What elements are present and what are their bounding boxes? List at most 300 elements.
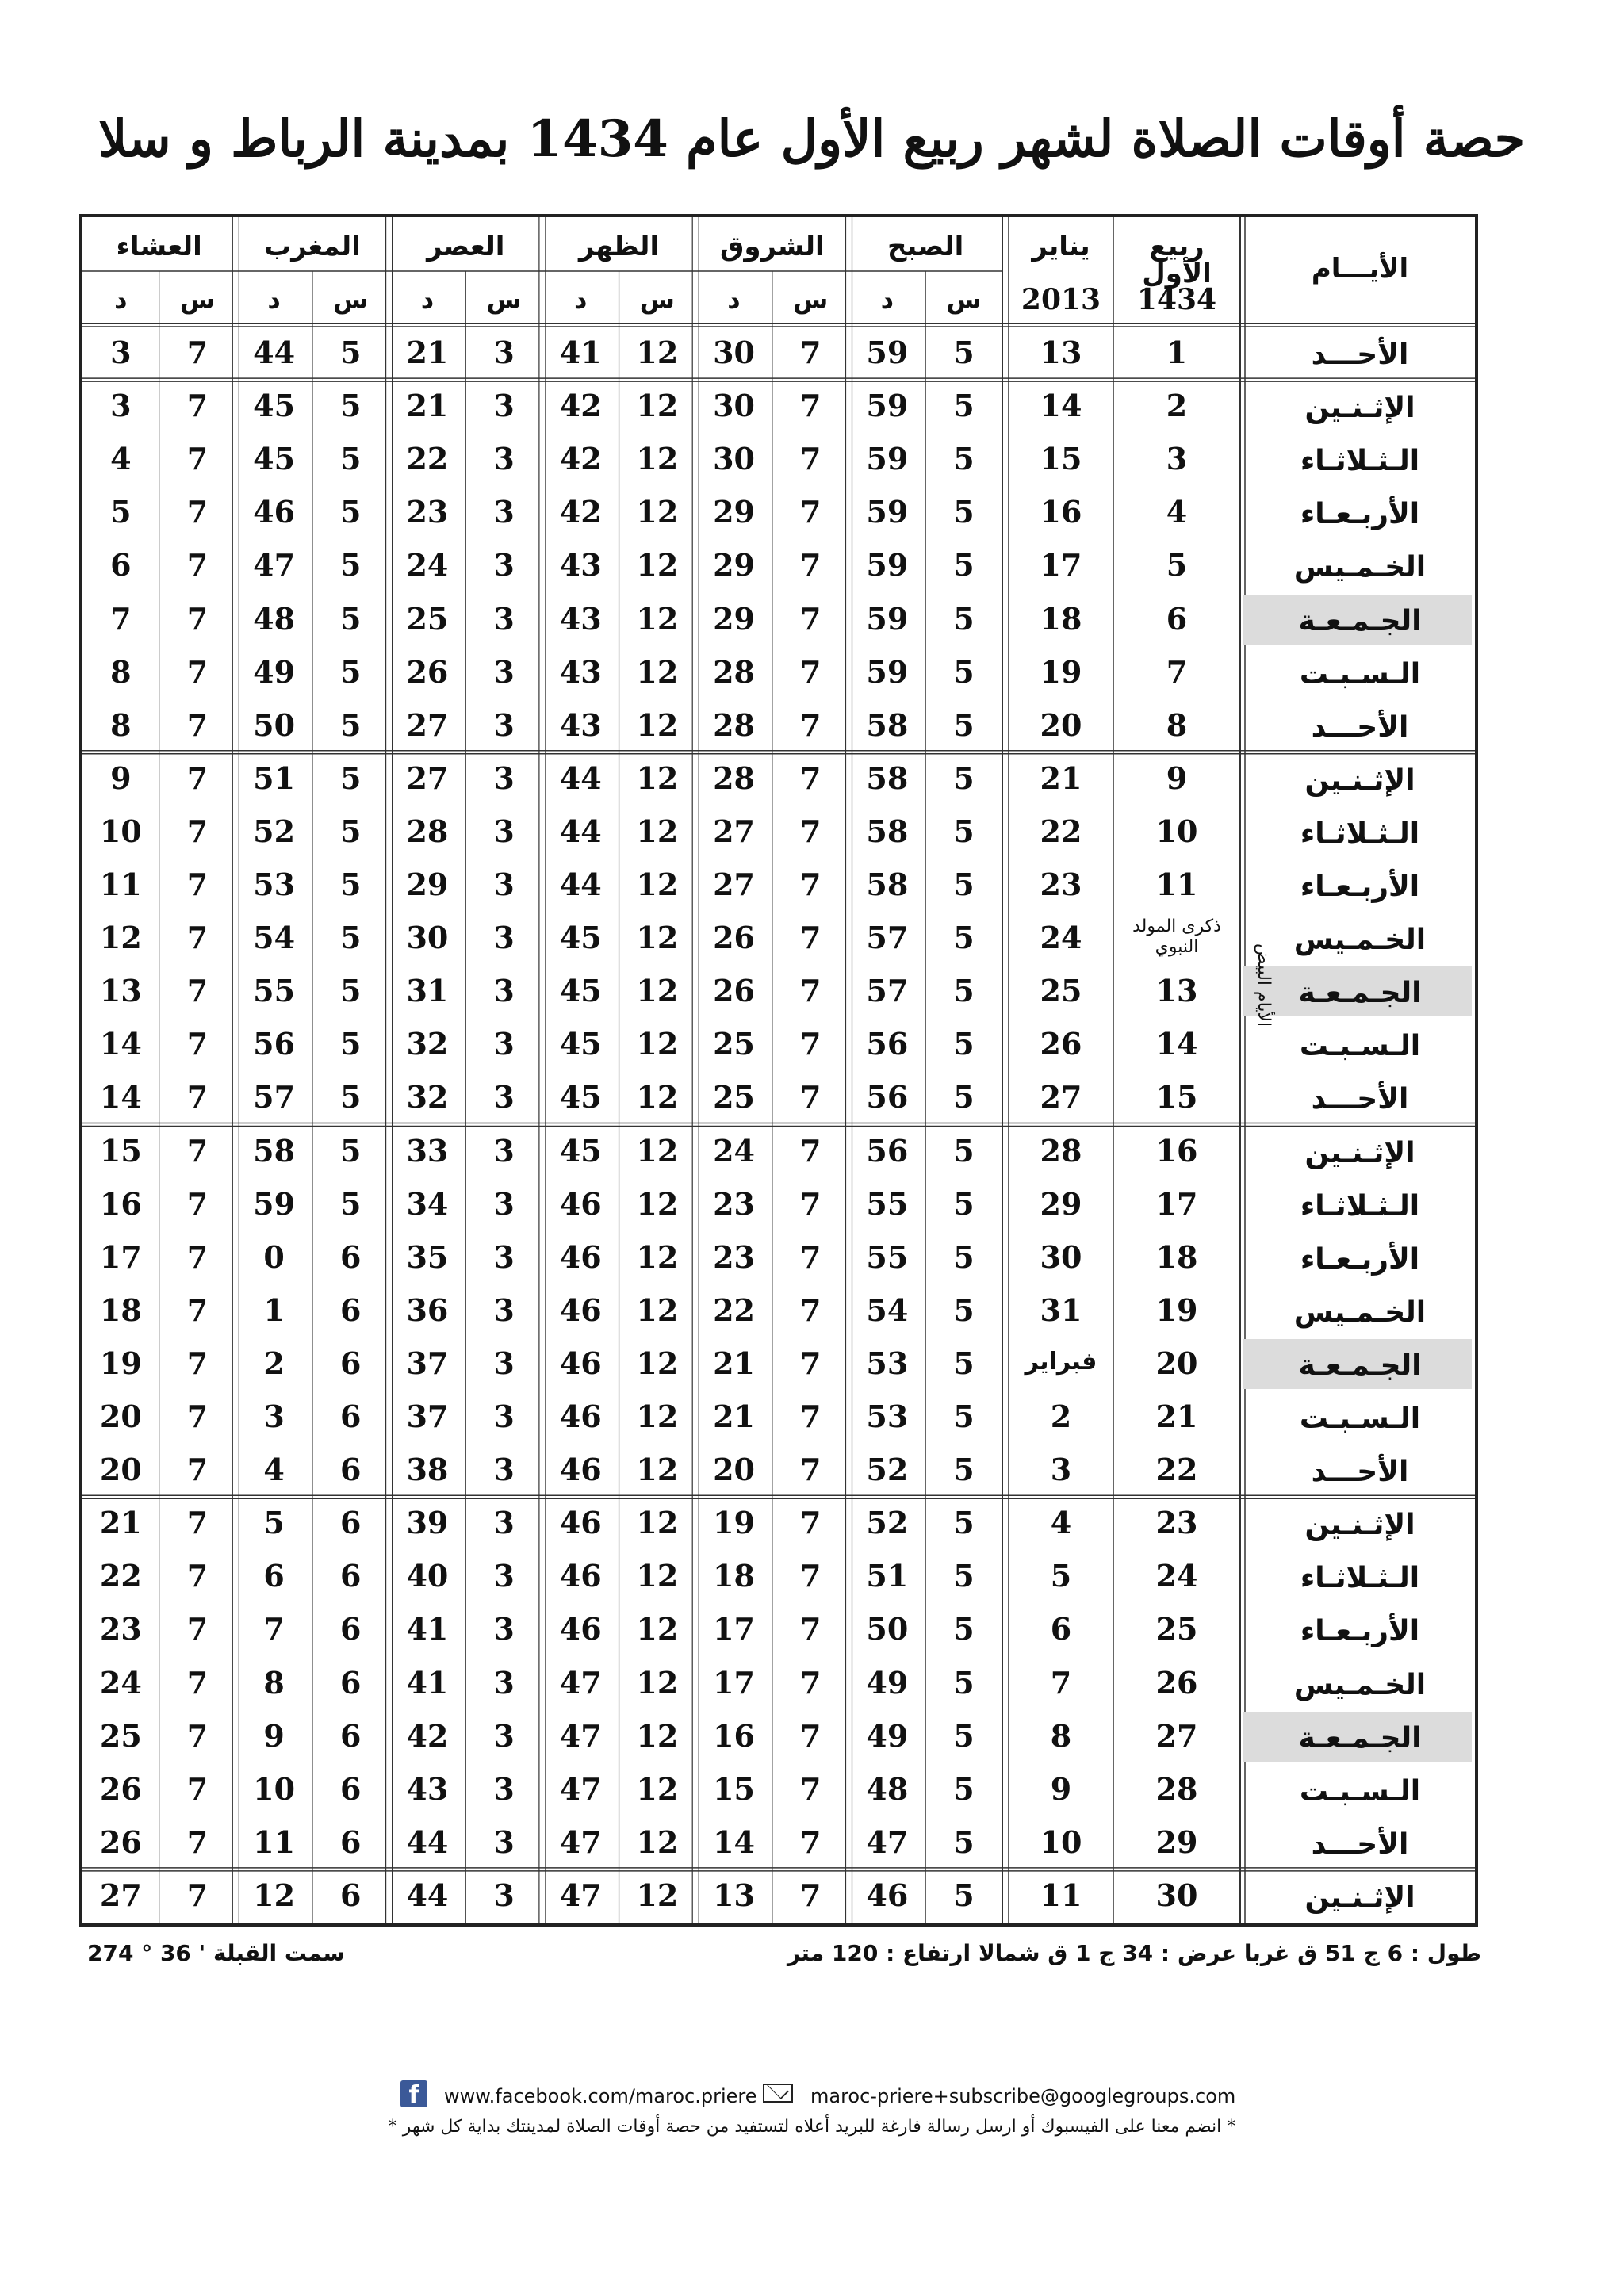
gregorian-day: 5 [1050, 1558, 1072, 1594]
hour-value: 7 [799, 973, 822, 1009]
hijri-day: 6 [1166, 600, 1188, 637]
gregorian-year-header: 2013 [1021, 283, 1101, 316]
hour-value: 5 [953, 1558, 975, 1594]
gregorian-day: 13 [1040, 335, 1082, 370]
minute-value: 42 [559, 441, 602, 477]
minute-value: 21 [713, 1399, 755, 1434]
hour-value: 7 [799, 600, 822, 637]
minute-value: 40 [406, 1558, 449, 1594]
hour-value: 7 [186, 494, 209, 530]
gregorian-day: 2 [1050, 1399, 1072, 1434]
minute-value: 42 [559, 388, 602, 424]
gregorian-day: 17 [1040, 547, 1082, 584]
gregorian-day: 4 [1050, 1505, 1072, 1541]
minute-value: 54 [253, 920, 296, 956]
hour-value: 12 [636, 1664, 679, 1701]
hijri-day: 4 [1166, 494, 1188, 530]
hour-value: 5 [953, 1717, 975, 1754]
hour-value: 3 [493, 760, 515, 796]
minute-value: 30 [406, 920, 449, 956]
minute-value: 27 [406, 760, 449, 796]
hour-value: 5 [953, 867, 975, 902]
gregorian-day: 7 [1050, 1664, 1072, 1701]
minute-value: 27 [713, 813, 755, 849]
hijri-day: 5 [1166, 547, 1188, 584]
hour-value: 3 [493, 1132, 515, 1169]
minute-value: 46 [559, 1399, 602, 1434]
hour-value: 5 [953, 973, 975, 1009]
gregorian-day: 8 [1050, 1717, 1072, 1754]
hour-value: 3 [493, 1452, 515, 1488]
minute-value: 29 [713, 600, 755, 637]
gregorian-month-header: يناير [1032, 231, 1090, 262]
minute-value: 21 [406, 388, 449, 424]
hour-value: 7 [186, 1558, 209, 1594]
hour-value: 7 [186, 600, 209, 637]
minute-value: 48 [253, 600, 296, 637]
hour-value: 5 [340, 335, 362, 370]
minute-value: 0 [263, 1238, 285, 1275]
hour-value: 6 [340, 1399, 362, 1434]
hijri-day: 29 [1155, 1823, 1198, 1860]
minute-value: 51 [866, 1558, 909, 1594]
minute-value: 26 [406, 653, 449, 690]
minute-value: 23 [713, 1238, 755, 1275]
hijri-day: 2 [1166, 388, 1188, 424]
gregorian-day: 29 [1040, 1185, 1082, 1222]
minute-value: 23 [406, 494, 449, 530]
hour-value: 3 [493, 653, 515, 690]
hijri-day: 26 [1155, 1664, 1198, 1701]
minute-value: 46 [559, 1558, 602, 1594]
hour-value: 12 [636, 813, 679, 849]
minute-value: 29 [713, 547, 755, 584]
hour-value: 12 [636, 335, 679, 370]
hour-value: 7 [799, 1399, 822, 1434]
minute-value: 22 [713, 1292, 755, 1328]
subscribe-note: * انضم معنا على الفيسبوك أو ارسل رسالة فارغة للبريد أعلاه لتستفيد من حصة أوقات الصلاة لمدينتك بداية كل شهر * [388, 2117, 1236, 2137]
minute-value: 58 [866, 760, 909, 796]
hour-value: 7 [186, 1770, 209, 1807]
hour-value: 7 [799, 1717, 822, 1754]
hour-value: 3 [493, 1877, 515, 1913]
hour-value: 5 [953, 335, 975, 370]
minute-value: 59 [866, 494, 909, 530]
hijri-day: 21 [1155, 1399, 1198, 1434]
minute-value: 51 [253, 760, 296, 796]
hijri-day: 13 [1155, 973, 1198, 1009]
hour-value: 7 [799, 1079, 822, 1115]
gregorian-day: 10 [1040, 1823, 1082, 1860]
minute-value: 8 [263, 1664, 285, 1701]
minute-value: 24 [99, 1664, 142, 1701]
hour-value: 7 [186, 1664, 209, 1701]
minute-value: 3 [263, 1399, 285, 1434]
hour-value: 12 [636, 1399, 679, 1434]
hour-value: 3 [493, 706, 515, 743]
minute-value: 8 [110, 706, 132, 743]
minute-value: 25 [713, 1079, 755, 1115]
hijri-day: 15 [1155, 1079, 1198, 1115]
hour-value: 3 [493, 388, 515, 424]
hour-value: 6 [340, 1238, 362, 1275]
minute-value: 42 [406, 1717, 449, 1754]
hour-value: 7 [799, 813, 822, 849]
hour-value: 3 [493, 335, 515, 370]
minute-value: 58 [866, 813, 909, 849]
gregorian-day: 19 [1040, 653, 1082, 690]
minute-value: 20 [99, 1452, 142, 1488]
minute-value: 59 [866, 441, 909, 477]
minute-subheader: د [267, 285, 281, 315]
hour-value: 7 [799, 760, 822, 796]
hijri-day: 23 [1155, 1505, 1198, 1541]
hour-value: 3 [493, 1238, 515, 1275]
minute-value: 38 [406, 1452, 449, 1488]
minute-value: 4 [263, 1452, 285, 1488]
hour-value: 7 [186, 1238, 209, 1275]
minute-value: 46 [559, 1505, 602, 1541]
hijri-day: 27 [1155, 1717, 1198, 1754]
minute-value: 26 [713, 973, 755, 1009]
minute-value: 44 [559, 813, 602, 849]
minute-value: 59 [253, 1185, 296, 1222]
hijri-year-header: 1434 [1136, 283, 1217, 316]
hour-value: 7 [186, 388, 209, 424]
minute-value: 6 [110, 547, 132, 584]
hour-value: 5 [953, 1026, 975, 1062]
minute-value: 58 [253, 1132, 296, 1169]
minute-value: 6 [263, 1558, 285, 1594]
hour-value: 3 [493, 973, 515, 1009]
hour-value: 12 [636, 1717, 679, 1754]
minute-value: 46 [559, 1185, 602, 1222]
minute-value: 53 [866, 1345, 909, 1381]
hour-value: 6 [340, 1664, 362, 1701]
minute-value: 26 [99, 1770, 142, 1807]
hour-value: 12 [636, 1026, 679, 1062]
hour-value: 3 [493, 1345, 515, 1381]
gregorian-day: 6 [1050, 1611, 1072, 1647]
hour-value: 6 [340, 1877, 362, 1913]
minute-value: 58 [866, 867, 909, 902]
prayer-times-table [79, 214, 1478, 1927]
minute-value: 28 [713, 760, 755, 796]
hour-value: 3 [493, 1292, 515, 1328]
day-name: الأحـــد [1311, 1827, 1409, 1861]
hour-value: 7 [186, 1717, 209, 1754]
hour-value: 7 [799, 388, 822, 424]
hour-value: 7 [799, 1611, 822, 1647]
day-name: الـثـلاثـاء [1300, 1189, 1420, 1223]
hour-subheader: س [793, 285, 829, 315]
minute-value: 29 [406, 867, 449, 902]
hour-value: 7 [799, 494, 822, 530]
gregorian-day: 22 [1040, 813, 1082, 849]
hour-value: 12 [636, 1505, 679, 1541]
hour-value: 7 [799, 920, 822, 956]
minute-value: 17 [713, 1611, 755, 1647]
email-link[interactable]: maroc-priere+subscribe@googlegroups.com [810, 2085, 1236, 2107]
minute-value: 33 [406, 1132, 449, 1169]
minute-value: 17 [99, 1238, 142, 1275]
day-name: الجـمـعـة [1298, 977, 1422, 1010]
hour-value: 5 [953, 1770, 975, 1807]
hijri-day: 22 [1155, 1452, 1198, 1488]
minute-value: 45 [559, 1026, 602, 1062]
hour-value: 7 [799, 867, 822, 902]
hijri-day: 7 [1166, 653, 1188, 690]
minute-value: 52 [253, 813, 296, 849]
day-name: الإثـنـين [1304, 1136, 1415, 1169]
hour-value: 12 [636, 973, 679, 1009]
hour-value: 7 [186, 547, 209, 584]
minute-value: 41 [406, 1664, 449, 1701]
hour-value: 12 [636, 706, 679, 743]
minute-value: 47 [559, 1823, 602, 1860]
minute-value: 26 [99, 1823, 142, 1860]
hour-value: 7 [799, 1185, 822, 1222]
hour-value: 7 [186, 1452, 209, 1488]
minute-value: 22 [99, 1558, 142, 1594]
prayer-header: المغرب [264, 231, 361, 262]
white-days-label: الأيام البيض [1254, 943, 1274, 1027]
minute-value: 19 [99, 1345, 142, 1381]
hour-value: 12 [636, 1238, 679, 1275]
minute-subheader: د [114, 285, 128, 315]
minute-value: 32 [406, 1079, 449, 1115]
minute-value: 46 [559, 1452, 602, 1488]
hour-value: 7 [799, 706, 822, 743]
hour-value: 7 [799, 1452, 822, 1488]
minute-value: 59 [866, 547, 909, 584]
minute-value: 29 [713, 494, 755, 530]
hour-value: 5 [340, 1079, 362, 1115]
hour-value: 3 [493, 1399, 515, 1434]
minute-value: 49 [253, 653, 296, 690]
hour-value: 7 [186, 1292, 209, 1328]
minute-value: 25 [713, 1026, 755, 1062]
facebook-link[interactable]: www.facebook.com/maroc.priere [444, 2085, 757, 2107]
hour-value: 5 [953, 653, 975, 690]
minute-value: 28 [713, 706, 755, 743]
minute-value: 37 [406, 1399, 449, 1434]
hour-value: 5 [953, 1292, 975, 1328]
minute-value: 25 [99, 1717, 142, 1754]
minute-value: 45 [253, 388, 296, 424]
minute-value: 13 [99, 973, 142, 1009]
minute-value: 7 [263, 1611, 285, 1647]
minute-subheader: د [574, 285, 588, 315]
minute-value: 21 [713, 1345, 755, 1381]
minute-value: 53 [866, 1399, 909, 1434]
mail-icon [763, 2084, 793, 2103]
gregorian-day: 30 [1040, 1238, 1082, 1275]
hour-value: 5 [953, 1185, 975, 1222]
minute-value: 20 [99, 1399, 142, 1434]
minute-value: 23 [713, 1185, 755, 1222]
hour-value: 5 [953, 600, 975, 637]
minute-value: 14 [99, 1026, 142, 1062]
hour-value: 7 [799, 547, 822, 584]
minute-value: 9 [263, 1717, 285, 1754]
hour-value: 5 [340, 867, 362, 902]
hour-value: 7 [186, 1079, 209, 1115]
minute-value: 56 [866, 1026, 909, 1062]
minute-value: 58 [866, 706, 909, 743]
minute-value: 30 [713, 441, 755, 477]
hour-value: 3 [493, 920, 515, 956]
minute-value: 57 [253, 1079, 296, 1115]
hijri-day: 18 [1155, 1238, 1198, 1275]
geo-coordinates: طول : 6 ج 51 ق غربا عرض : 34 ج 1 ق شمالا ارتفاع : 120 متر [787, 1940, 1481, 1966]
day-name: الجـمـعـة [1298, 1721, 1422, 1755]
hour-value: 5 [953, 1399, 975, 1434]
qibla-direction: سمت القبلة ' 36 ° 274 [87, 1940, 345, 1966]
hijri-day: 28 [1155, 1770, 1198, 1807]
hour-value: 7 [186, 760, 209, 796]
hour-value: 12 [636, 1877, 679, 1913]
minute-value: 24 [406, 547, 449, 584]
prayer-header: الشروق [719, 231, 825, 262]
hour-value: 5 [340, 973, 362, 1009]
minute-value: 20 [713, 1452, 755, 1488]
hijri-day: 10 [1155, 813, 1198, 849]
day-name: الـسـبـت [1299, 1774, 1421, 1808]
hour-value: 3 [493, 1505, 515, 1541]
hour-subheader: س [946, 285, 982, 315]
hour-value: 7 [186, 973, 209, 1009]
hour-value: 12 [636, 1345, 679, 1381]
hour-value: 5 [340, 600, 362, 637]
minute-value: 49 [866, 1717, 909, 1754]
hour-value: 7 [186, 653, 209, 690]
day-name: الـثـلاثـاء [1300, 1562, 1420, 1595]
hour-value: 12 [636, 441, 679, 477]
hour-value: 3 [493, 1823, 515, 1860]
hour-value: 12 [636, 1132, 679, 1169]
minute-value: 56 [866, 1079, 909, 1115]
minute-value: 50 [866, 1611, 909, 1647]
hour-value: 5 [340, 653, 362, 690]
hijri-day: 9 [1166, 760, 1188, 796]
hijri-day: 24 [1155, 1558, 1198, 1594]
hour-value: 3 [493, 1079, 515, 1115]
hour-value: 3 [493, 600, 515, 637]
day-name: الخـمـيس [1293, 551, 1427, 584]
hour-value: 3 [493, 1185, 515, 1222]
hour-value: 5 [953, 813, 975, 849]
hour-value: 5 [340, 1026, 362, 1062]
gregorian-day: 3 [1050, 1452, 1072, 1488]
minute-subheader: د [727, 285, 741, 315]
day-name: الـثـلاثـاء [1300, 817, 1420, 850]
hour-value: 12 [636, 920, 679, 956]
gregorian-day: 14 [1040, 388, 1082, 424]
minute-value: 15 [713, 1770, 755, 1807]
gregorian-day: 15 [1040, 441, 1082, 477]
minute-value: 16 [713, 1717, 755, 1754]
minute-value: 47 [559, 1770, 602, 1807]
hour-value: 6 [340, 1558, 362, 1594]
minute-value: 39 [406, 1505, 449, 1541]
minute-value: 56 [866, 1132, 909, 1169]
hour-value: 3 [493, 1770, 515, 1807]
hour-value: 3 [493, 494, 515, 530]
hour-value: 7 [186, 1185, 209, 1222]
minute-value: 54 [866, 1292, 909, 1328]
hour-subheader: س [486, 285, 522, 315]
minute-value: 18 [99, 1292, 142, 1328]
minute-value: 57 [866, 920, 909, 956]
hour-value: 6 [340, 1717, 362, 1754]
hour-value: 5 [953, 920, 975, 956]
day-name: الجـمـعـة [1298, 604, 1422, 637]
minute-value: 49 [866, 1664, 909, 1701]
day-name: الأربـعـاء [1300, 871, 1420, 903]
hour-value: 12 [636, 760, 679, 796]
minute-value: 59 [866, 388, 909, 424]
hour-value: 7 [186, 1877, 209, 1913]
hour-value: 5 [953, 388, 975, 424]
minute-value: 10 [99, 813, 142, 849]
hour-value: 7 [799, 441, 822, 477]
minute-value: 42 [559, 494, 602, 530]
hour-value: 5 [953, 1452, 975, 1488]
minute-value: 3 [110, 335, 132, 370]
minute-value: 59 [866, 653, 909, 690]
hijri-note: ذكرى المولد النبوي [1132, 916, 1221, 958]
day-name: الـسـبـت [1299, 1030, 1421, 1063]
minute-value: 35 [406, 1238, 449, 1275]
day-name: الخـمـيس [1293, 924, 1427, 957]
hour-value: 12 [636, 494, 679, 530]
hijri-day: 25 [1155, 1611, 1198, 1647]
page-title: حصة أوقات الصلاة لشهر ربيع الأول عام 1434 بمدينة الرباط و سلا [98, 109, 1526, 169]
minute-value: 45 [559, 973, 602, 1009]
gregorian-day: 31 [1040, 1292, 1082, 1328]
hour-value: 7 [799, 1823, 822, 1860]
minute-value: 47 [866, 1823, 909, 1860]
minute-value: 27 [99, 1877, 142, 1913]
hour-value: 7 [799, 1558, 822, 1594]
minute-value: 30 [713, 335, 755, 370]
hour-value: 7 [186, 1505, 209, 1541]
day-name: الإثـنـين [1304, 392, 1415, 425]
minute-value: 47 [559, 1877, 602, 1913]
day-name: الإثـنـين [1304, 1881, 1415, 1914]
hour-value: 6 [340, 1770, 362, 1807]
hour-value: 6 [340, 1823, 362, 1860]
hour-value: 5 [340, 920, 362, 956]
hour-value: 7 [186, 1611, 209, 1647]
hour-value: 12 [636, 1452, 679, 1488]
minute-value: 12 [99, 920, 142, 956]
minute-value: 10 [253, 1770, 296, 1807]
day-name: الأحـــد [1311, 1083, 1409, 1116]
minute-value: 43 [559, 653, 602, 690]
facebook-icon: f [400, 2080, 427, 2107]
minute-value: 13 [713, 1877, 755, 1913]
minute-value: 48 [866, 1770, 909, 1807]
minute-value: 44 [559, 760, 602, 796]
minute-value: 30 [713, 388, 755, 424]
hour-value: 3 [493, 547, 515, 584]
minute-value: 45 [253, 441, 296, 477]
hour-value: 5 [340, 760, 362, 796]
hour-value: 6 [340, 1611, 362, 1647]
hijri-day: 3 [1166, 441, 1188, 477]
